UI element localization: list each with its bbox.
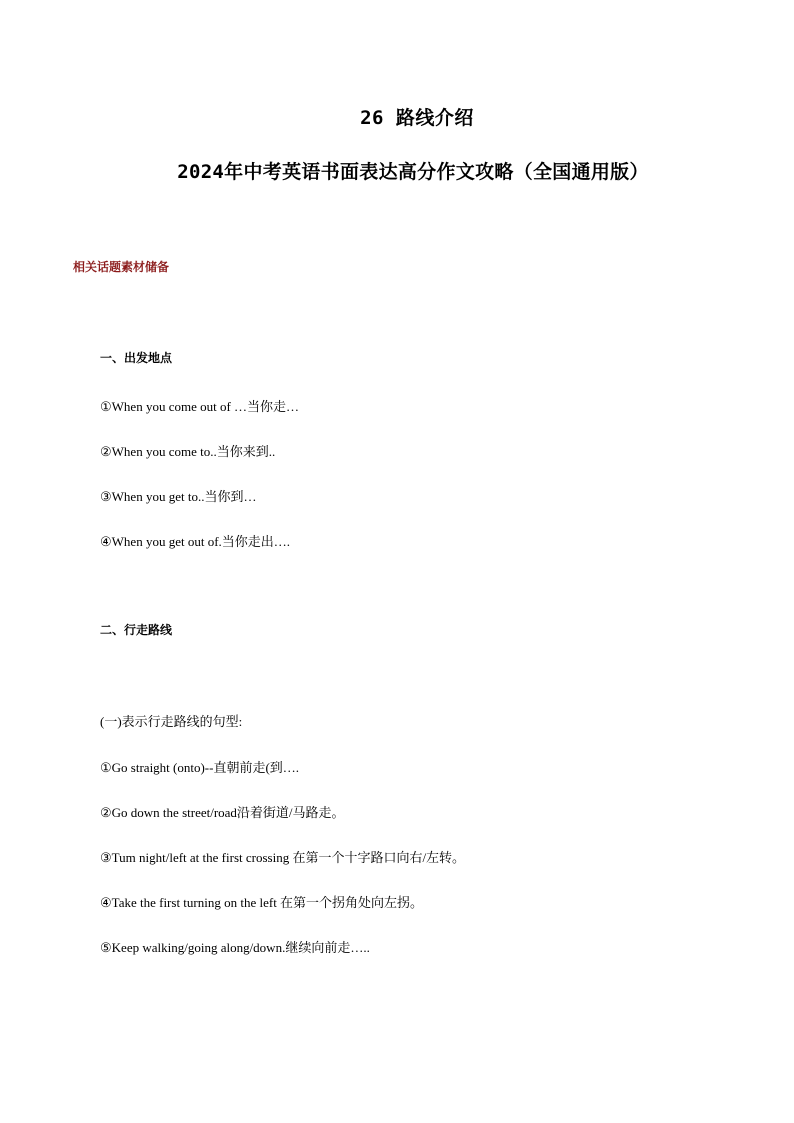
part1-item-4: ④When you get out of.当你走出….: [100, 534, 291, 549]
part2-item-4: ④Take the first turning on the left 在第一个拐角处向左拐。: [100, 895, 424, 910]
part2-item-3: ③Tum night/left at the first crossing 在第一个十字路口向右/左转。: [100, 850, 466, 865]
part2-heading: 二、行走路线: [100, 623, 173, 637]
part2-subheading: (一)表示行走路线的句型:: [100, 714, 243, 729]
part1-item-2: ②When you come to..当你来到..: [100, 444, 276, 459]
document-title: 26 路线介绍: [360, 107, 474, 129]
part2-item-1: ①Go straight (onto)--直朝前走(到….: [100, 760, 300, 775]
part2-item-5: ⑤Keep walking/going along/down.继续向前走…..: [100, 940, 370, 955]
part1-item-1: ①When you come out of …当你走…: [100, 399, 300, 414]
part1-item-3: ③When you get to..当你到…: [100, 489, 257, 504]
section-label: 相关话题素材储备: [73, 260, 170, 274]
part2-item-2: ②Go down the street/road沿着街道/马路走。: [100, 805, 345, 820]
document-subtitle: 2024年中考英语书面表达高分作文攻略（全国通用版）: [177, 161, 649, 183]
part1-heading: 一、出发地点: [100, 351, 173, 365]
